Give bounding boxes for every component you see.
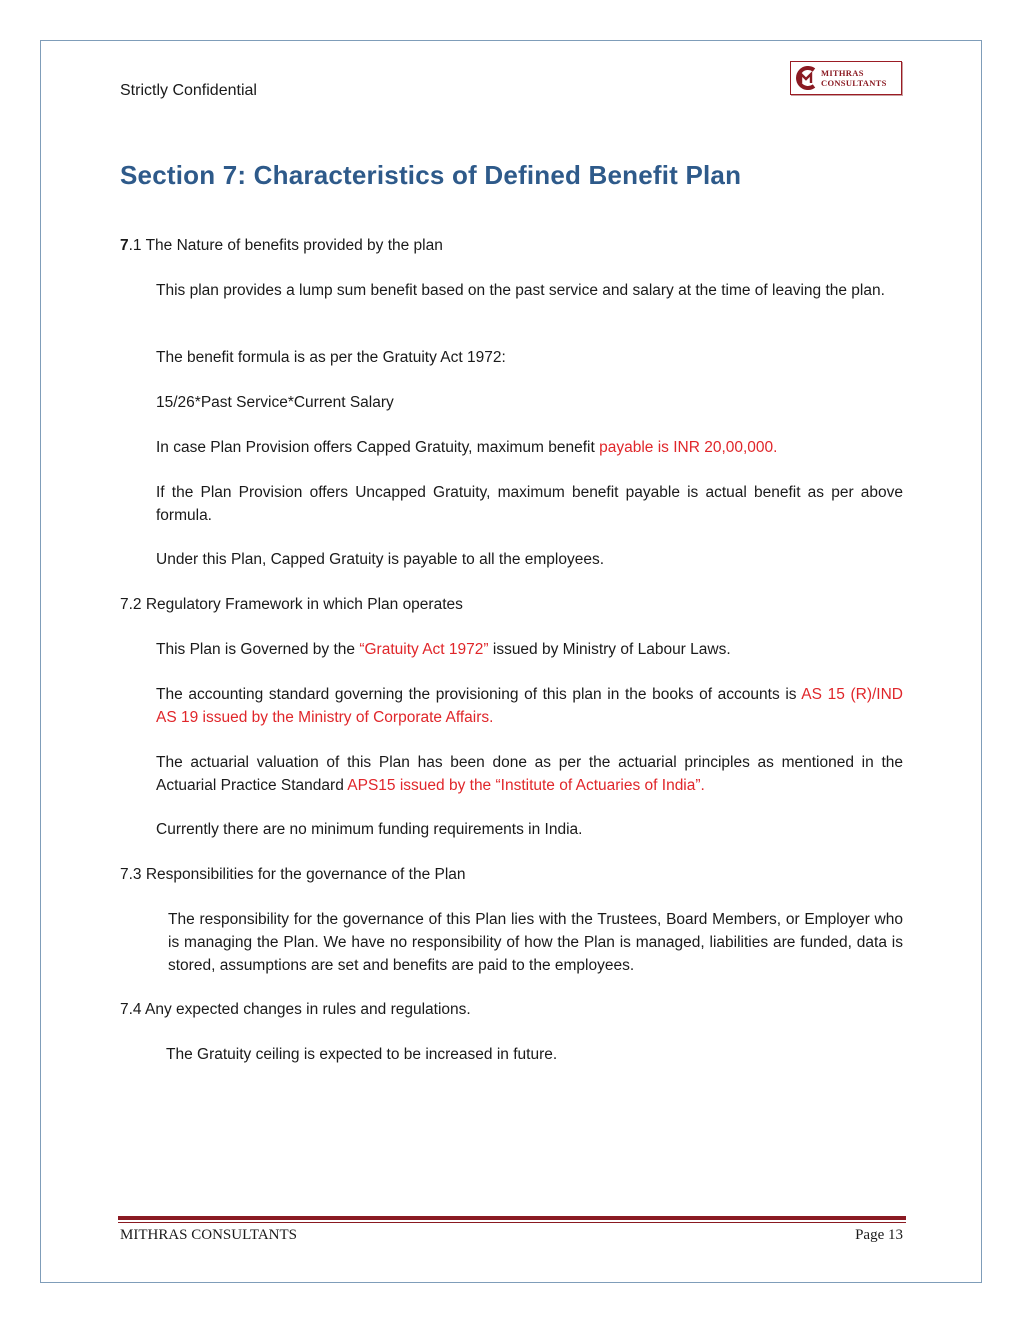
logo-line2: CONSULTANTS: [821, 78, 887, 88]
section-number: 7: [120, 237, 129, 254]
footer-rule-thick: [118, 1216, 906, 1220]
paragraph-capped: [156, 436, 777, 459]
paragraph-actuarial-valuation: [156, 751, 903, 797]
logo-text: [821, 68, 887, 88]
paragraph-formula: 15/26*Past Service*Current Salary: [156, 394, 394, 411]
page-title: Section 7: Characteristics of Defined Benefit Plan: [120, 160, 742, 190]
company-logo: [790, 61, 902, 95]
section-7-2-heading: 7.2 Regulatory Framework in which Plan operates: [120, 596, 463, 613]
section-7-4-heading: 7.4 Any expected changes in rules and regulations.: [120, 1001, 471, 1018]
capped-text: In case Plan Provision offers Capped Gratuity, maximum benefit: [156, 439, 600, 456]
section-7-1-heading-text: .1 The Nature of benefits provided by the plan: [128, 237, 443, 254]
paragraph-accounting-standard: [156, 683, 903, 729]
paragraph-funding: Currently there are no minimum funding requirements in India.: [156, 821, 583, 838]
paragraph-governed-by: [156, 638, 731, 661]
accounting-text: The accounting standard governing the provisioning of this plan in the books of accounts is: [156, 686, 802, 703]
governed-act: “Gratuity Act 1972”: [359, 641, 489, 658]
actuarial-standard: APS15 issued by the “Institute of Actuaries of India”.: [347, 777, 705, 794]
section-7-1-heading: [120, 234, 443, 257]
footer-company: MITHRAS CONSULTANTS: [120, 1227, 298, 1243]
logo-line1: MITHRAS: [821, 68, 864, 78]
accounting-standard: AS 15 (R)/IND AS 19 issued by the Ministry of Corporate Affairs.: [156, 686, 903, 726]
paragraph-uncapped: If the Plan Provision offers Uncapped Gratuity, maximum benefit payable is actual benefit as per above formula.: [156, 484, 903, 524]
section-7-3-heading: 7.3 Responsibilities for the governance of the Plan: [120, 866, 466, 883]
footer-rule-thin: [118, 1222, 906, 1223]
page-border: [40, 40, 982, 1283]
paragraph-gratuity-ceiling: The Gratuity ceiling is expected to be increased in future.: [166, 1046, 558, 1063]
paragraph-benefit-formula: The benefit formula is as per the Gratuity Act 1972:: [156, 349, 506, 366]
actuarial-text: The actuarial valuation of this Plan has been done as per the actuarial principles as mentioned in the Actuarial Practice Standard: [156, 754, 903, 794]
paragraph-governance: The responsibility for the governance of this Plan lies with the Trustees, Board Members, or Employer who is managing the Plan. We have no responsibility of how the Plan is managed, liabilities are funded, data is stored, assumptions are set and benefits are paid to the employees.: [168, 911, 903, 974]
confidential-label: Strictly Confidential: [120, 82, 257, 99]
paragraph-lump-sum: This plan provides a lump sum benefit based on the past service and salary at the time of leaving the plan.: [156, 282, 885, 299]
logo-mark-icon: [795, 66, 817, 90]
footer-page-number: Page 13: [855, 1227, 903, 1243]
capped-amount: payable is INR 20,00,000.: [599, 439, 778, 456]
governed-text-a: This Plan is Governed by the: [156, 641, 360, 658]
paragraph-capped-payable: Under this Plan, Capped Gratuity is payable to all the employees.: [156, 551, 605, 568]
governed-text-b: issued by Ministry of Labour Laws.: [488, 641, 731, 658]
